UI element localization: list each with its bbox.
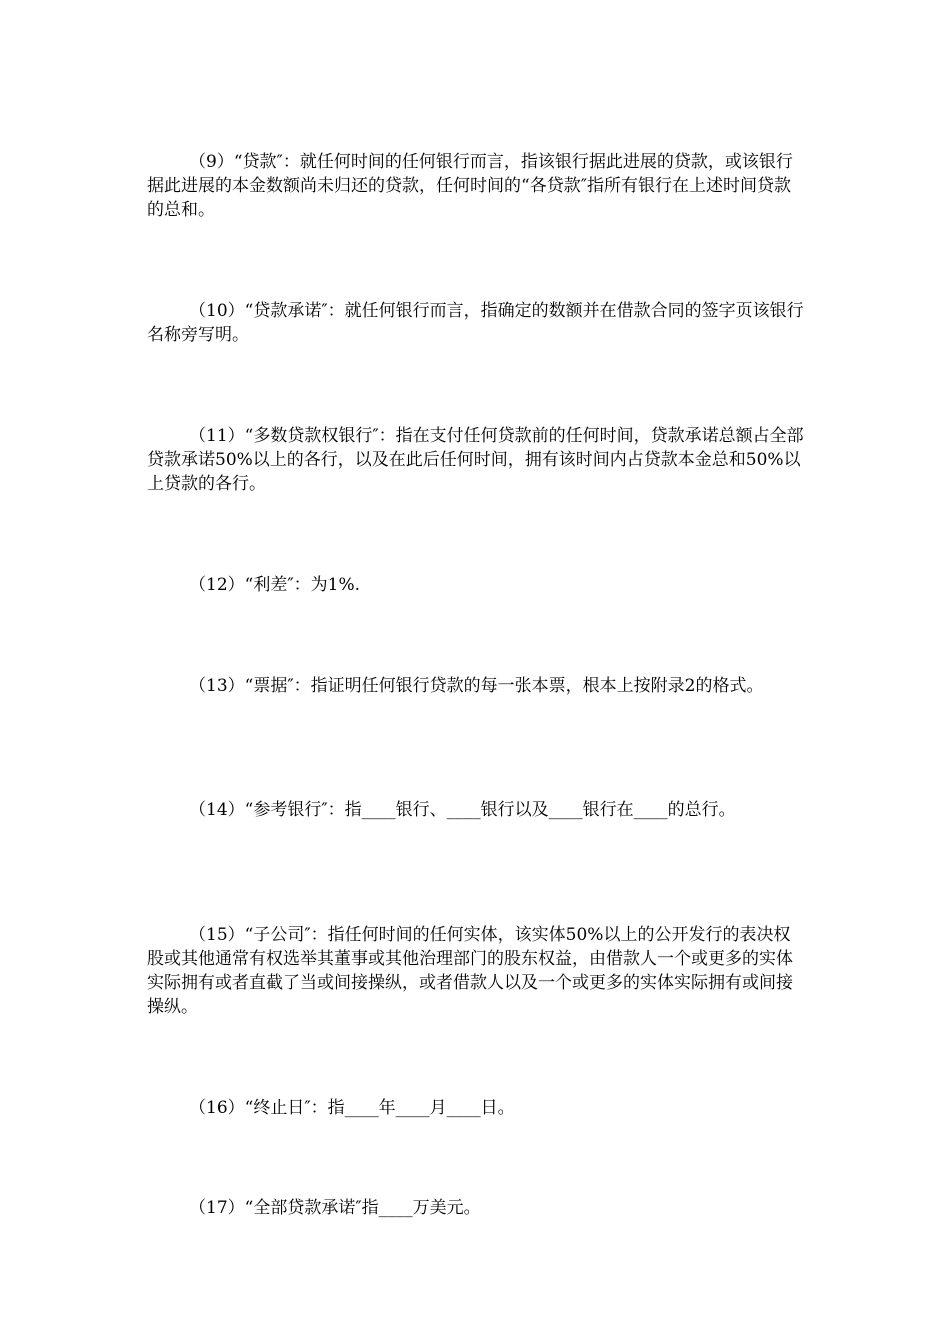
definition-14-reference-banks: （14）“参考银行″：指____银行、____银行以及____银行在____的总行。 [189, 800, 736, 820]
definition-9-loan: （9）“贷款″：就任何时间的任何银行而言，指该银行据此进展的贷款，或该银行据此进展的本金数额尚未归还的贷款，任何时间的“各贷款″指所有银行在上述时间贷款的总和。 [147, 152, 793, 220]
definition-13-notes: （13）“票据″：指证明任何银行贷款的每一张本票，根本上按附录2的格式。 [189, 676, 764, 696]
definition-10-loan-commitment: （10）“贷款承诺″：就任何银行而言，指确定的数额并在借款合同的签字页该银行名称旁写明。 [147, 301, 804, 345]
definition-16-termination-date: （16）“终止日″：指____年____月____日。 [189, 1098, 515, 1118]
definition-15-subsidiary: （15）“子公司″：指任何时间的任何实体，该实体50%以上的公开发行的表决权股或其他通常有权选举其董事或其他治理部门的股东权益，由借款人一个或更多的实体实际拥有或者直截了当或间接操纵，或者借款人以及一个或更多的实体实际拥有或间接操纵。 [147, 925, 793, 1017]
definition-17-total-commitments: （17）“全部贷款承诺″指____万美元。 [189, 1198, 481, 1218]
definition-12-margin: （12）“利差″：为1%. [189, 575, 361, 595]
definition-11-majority-banks: （11）“多数贷款权银行″：指在支付任何贷款前的任何时间，贷款承诺总额占全部贷款承诺50%以上的各行，以及在此后任何时间，拥有该时间内占贷款本金总和50%以上贷款的各行。 [147, 426, 804, 494]
